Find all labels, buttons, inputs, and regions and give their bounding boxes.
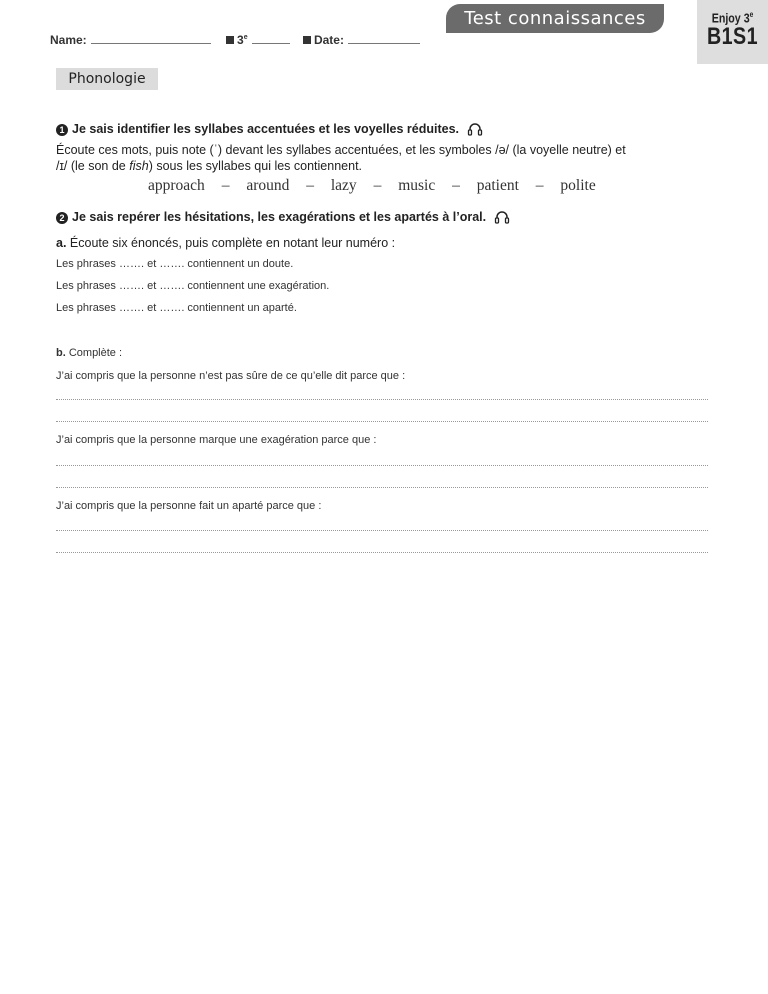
separator: – xyxy=(221,177,230,194)
square-bullet-icon xyxy=(303,36,311,44)
answer-line[interactable] xyxy=(56,552,708,553)
separator: – xyxy=(535,177,544,194)
level-box xyxy=(697,0,768,64)
word: music xyxy=(398,177,436,194)
header-fields xyxy=(50,33,420,47)
exercise2-number: 2 xyxy=(56,212,68,224)
word: lazy xyxy=(330,177,357,194)
enjoy-label: Enjoy 3e xyxy=(711,10,754,26)
name-label: Name: xyxy=(50,33,87,47)
word: around xyxy=(246,177,290,194)
exercise2-title: 2 Je sais repérer les hésitations, les exagérations et les apartés à l’oral. xyxy=(56,209,510,228)
answer-line[interactable] xyxy=(56,399,708,400)
prompt-doubt: J’ai compris que la personne n’est pas sûre de ce qu’elle dit parce que : xyxy=(56,370,406,382)
part-b-instruction: b. Complète : xyxy=(56,347,123,359)
word: polite xyxy=(560,177,596,194)
exercise1-number: 1 xyxy=(56,124,68,136)
instruction-line: /ɪ/ (le son de fish) sous les syllabes qui les contiennent. xyxy=(56,159,363,173)
section-label: Phonologie xyxy=(56,68,158,90)
grade-field[interactable] xyxy=(252,43,290,44)
word-list xyxy=(148,177,607,195)
headphones-icon xyxy=(494,209,510,228)
prompt-aside: J’ai compris que la personne fait un aparté parce que : xyxy=(56,500,322,512)
date-label: Date: xyxy=(313,33,344,47)
test-banner: Test connaissances xyxy=(446,4,664,33)
word: approach xyxy=(148,177,205,194)
sentence-doubt[interactable]: Les phrases ……. et ……. contiennent un doute. xyxy=(56,258,294,270)
square-bullet-icon xyxy=(226,36,234,44)
unit-code: B1S1 xyxy=(707,23,758,51)
name-field[interactable] xyxy=(91,43,211,44)
grade-label: 3e xyxy=(237,33,248,47)
separator: – xyxy=(452,177,460,194)
date-field[interactable] xyxy=(348,43,420,44)
sentence-exaggeration[interactable]: Les phrases ……. et ……. contiennent une exagération. xyxy=(56,280,330,292)
prompt-exaggeration: J’ai compris que la personne marque une exagération parce que : xyxy=(56,434,377,446)
headphones-icon xyxy=(467,121,483,140)
answer-line[interactable] xyxy=(56,465,708,466)
part-a-instruction: a. Écoute six énoncés, puis complète en notant leur numéro : xyxy=(56,236,396,250)
separator: – xyxy=(306,177,314,194)
sentence-aside[interactable]: Les phrases ……. et ……. contiennent un aparté. xyxy=(56,302,297,314)
instruction-line: Écoute ces mots, puis note (ˈ) devant les syllabes accentuées, et les symboles /ə/ (la voyelle neutre) et xyxy=(56,143,626,157)
answer-line[interactable] xyxy=(56,421,708,422)
exercise1-instructions xyxy=(56,142,716,174)
answer-line[interactable] xyxy=(56,487,708,488)
word: patient xyxy=(476,177,519,194)
answer-line[interactable] xyxy=(56,530,708,531)
separator: – xyxy=(373,177,382,194)
exercise1-title: 1 Je sais identifier les syllabes accentuées et les voyelles réduites. xyxy=(56,121,483,140)
